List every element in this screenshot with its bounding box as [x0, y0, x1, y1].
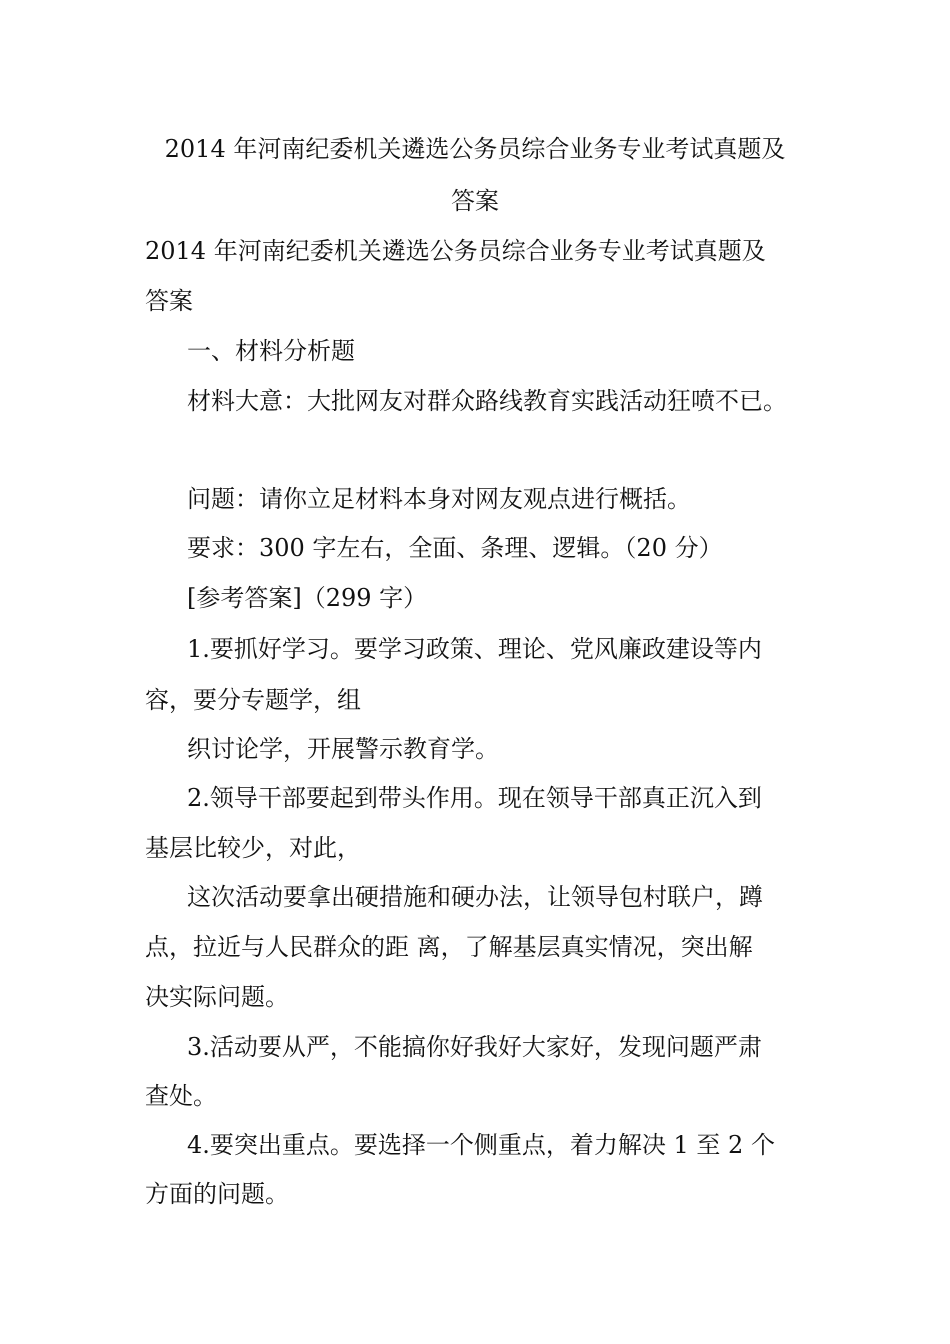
point-4-line-1: 4.要突出重点。要选择一个侧重点，着力解决 1 至 2 个: [187, 1131, 775, 1159]
point-3-line-2: 查处。: [145, 1082, 217, 1110]
title-line-2: 答案: [451, 187, 499, 215]
point-2-line-3: 这次活动要拿出硬措施和硬办法，让领导包村联户，蹲: [187, 883, 763, 911]
material-summary: 材料大意：大批网友对群众路线教育实践活动狂喷不已。: [187, 387, 787, 415]
subtitle-line-2: 答案: [145, 287, 193, 315]
point-1-line-1: 1.要抓好学习。要学习政策、理论、党风廉政建设等内: [187, 635, 762, 663]
title-line-1: 2014 年河南纪委机关遴选公务员综合业务专业考试真题及: [164, 135, 786, 163]
point-2-line-5: 决实际问题。: [145, 983, 289, 1011]
point-3-line-1: 3.活动要从严，不能搞你好我好大家好，发现问题严肃: [187, 1033, 762, 1061]
subtitle-line-1: 2014 年河南纪委机关遴选公务员综合业务专业考试真题及: [145, 237, 766, 265]
requirement-text: 要求：300 字左右，全面、条理、逻辑。（20 分）: [187, 534, 723, 562]
answer-heading: [参考答案]（299 字）: [187, 584, 428, 612]
point-1-line-3: 织讨论学，开展警示教育学。: [187, 735, 499, 763]
point-2-line-1: 2.领导干部要起到带头作用。现在领导干部真正沉入到: [187, 784, 762, 812]
point-2-line-4: 点，拉近与人民群众的距 离，了解基层真实情况，突出解: [145, 933, 753, 961]
section-heading: 一、材料分析题: [187, 337, 355, 365]
question-text: 问题：请你立足材料本身对网友观点进行概括。: [187, 485, 691, 513]
point-1-line-2: 容，要分专题学，组: [145, 686, 361, 714]
point-4-line-2: 方面的问题。: [145, 1180, 289, 1208]
point-2-line-2: 基层比较少，对此，: [145, 834, 361, 862]
